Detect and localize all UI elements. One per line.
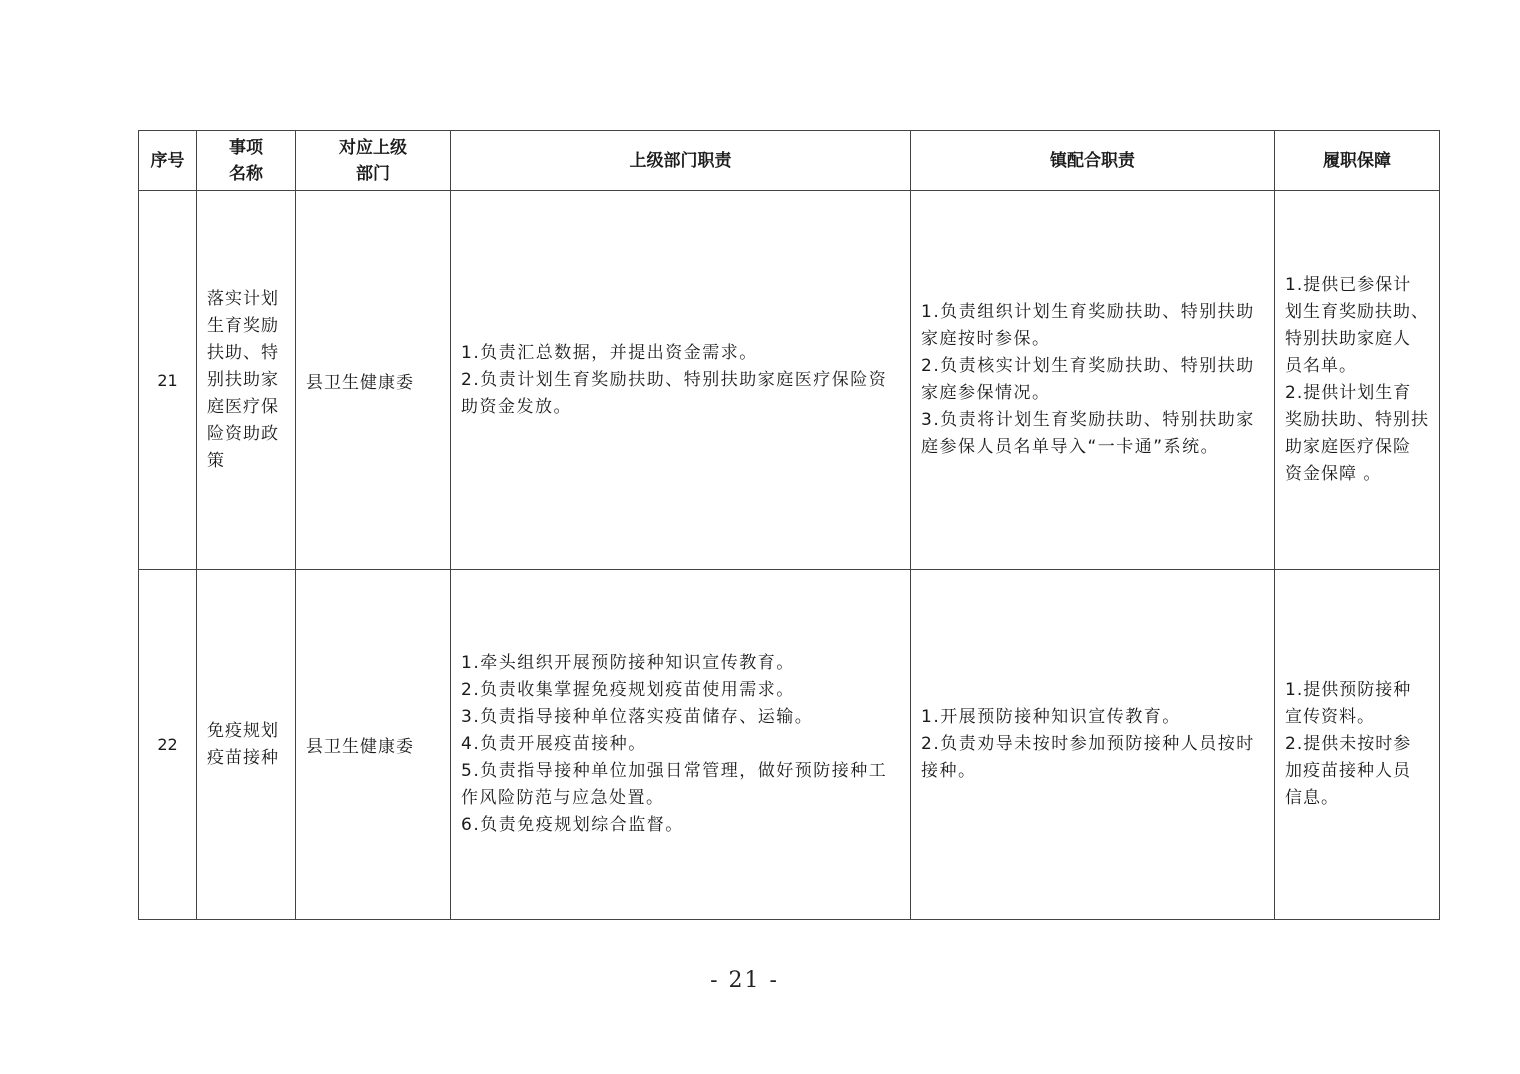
guarantee-line: 1.提供预防接种 [1285, 680, 1412, 700]
row-town-duties [911, 570, 1275, 920]
header-item-name-line: 名称 [229, 163, 263, 184]
table-row [139, 570, 1440, 920]
header-superior-dept [296, 131, 451, 191]
guarantee-line: 宣传资料。 [1285, 707, 1375, 727]
guarantee-line: 助家庭医疗保险 [1285, 437, 1411, 457]
guarantee-line: 1.提供已参保计 [1285, 275, 1412, 295]
duty-line: 家庭按时参保。 [921, 329, 1051, 349]
item-name-line: 险资助政 [207, 423, 279, 444]
guarantee-line: 2.提供计划生育 [1285, 383, 1412, 403]
header-town-duties: 镇配合职责 [911, 131, 1275, 191]
table-header-row [139, 131, 1440, 191]
row-dept: 县卫生健康委 [296, 191, 451, 570]
row-seq: 21 [139, 191, 197, 570]
guarantee-line: 划生育奖励扶助、 [1285, 302, 1429, 322]
item-name-line: 扶助、特 [207, 342, 279, 363]
duties-table [138, 130, 1440, 920]
row-superior-duties [451, 570, 911, 920]
duty-line: 家庭参保情况。 [921, 383, 1051, 403]
duty-line: 庭参保人员名单导入“一卡通”系统。 [921, 437, 1220, 457]
item-name-line: 庭医疗保 [207, 396, 279, 417]
item-name-line: 别扶助家 [207, 369, 279, 390]
header-item-name [197, 131, 296, 191]
row-superior-duties [451, 191, 911, 570]
guarantee-line: 2.提供未按时参 [1285, 734, 1412, 754]
duty-line: 2.负责劝导未按时参加预防接种人员按时 [921, 734, 1255, 754]
row-town-duties [911, 191, 1275, 570]
item-name-line: 生育奖励 [207, 315, 279, 336]
item-name-line: 落实计划 [207, 288, 279, 309]
duty-line: 接种。 [921, 761, 977, 781]
duty-line: 2.负责计划生育奖励扶助、特别扶助家庭医疗保险资 [461, 369, 888, 390]
duty-line: 1.负责汇总数据，并提出资金需求。 [461, 342, 758, 363]
guarantee-line: 加疫苗接种人员 [1285, 761, 1411, 781]
item-name-line: 策 [207, 450, 225, 471]
duty-line: 4.负责开展疫苗接种。 [461, 734, 647, 754]
guarantee-line: 奖励扶助、特别扶 [1285, 410, 1429, 430]
duty-line: 3.负责指导接种单位落实疫苗储存、运输。 [461, 707, 814, 727]
header-superior-dept-line: 对应上级 [339, 137, 407, 158]
header-superior-duties: 上级部门职责 [451, 131, 911, 191]
row-seq: 22 [139, 570, 197, 920]
row-item-name [197, 570, 296, 920]
duty-line: 6.负责免疫规划综合监督。 [461, 815, 684, 835]
duty-line: 1.开展预防接种知识宣传教育。 [921, 707, 1181, 727]
duty-line: 2.负责收集掌握免疫规划疫苗使用需求。 [461, 680, 795, 700]
duty-line: 5.负责指导接种单位加强日常管理，做好预防接种工 [461, 761, 888, 781]
page-number: - 21 - [710, 968, 779, 993]
row-dept: 县卫生健康委 [296, 570, 451, 920]
item-name-line: 疫苗接种 [207, 747, 279, 768]
guarantee-line: 信息。 [1285, 788, 1339, 808]
row-guarantee [1275, 191, 1440, 570]
duty-line: 作风险防范与应急处置。 [461, 788, 665, 808]
duty-line: 2.负责核实计划生育奖励扶助、特别扶助 [921, 356, 1255, 376]
guarantee-line: 特别扶助家庭人 [1285, 329, 1411, 349]
guarantee-line: 员名单。 [1285, 356, 1357, 376]
duty-line: 助资金发放。 [461, 396, 572, 417]
duty-line: 1.牵头组织开展预防接种知识宣传教育。 [461, 653, 795, 673]
header-guarantee: 履职保障 [1275, 131, 1440, 191]
header-item-name-line: 事项 [229, 137, 263, 158]
duty-line: 3.负责将计划生育奖励扶助、特别扶助家 [921, 410, 1255, 430]
duty-line: 1.负责组织计划生育奖励扶助、特别扶助 [921, 302, 1255, 322]
row-guarantee [1275, 570, 1440, 920]
table-row [139, 191, 1440, 570]
row-item-name [197, 191, 296, 570]
guarantee-line: 资金保障 。 [1285, 464, 1382, 484]
item-name-line: 免疫规划 [207, 720, 279, 741]
header-superior-dept-line: 部门 [356, 163, 390, 184]
header-seq: 序号 [139, 131, 197, 191]
